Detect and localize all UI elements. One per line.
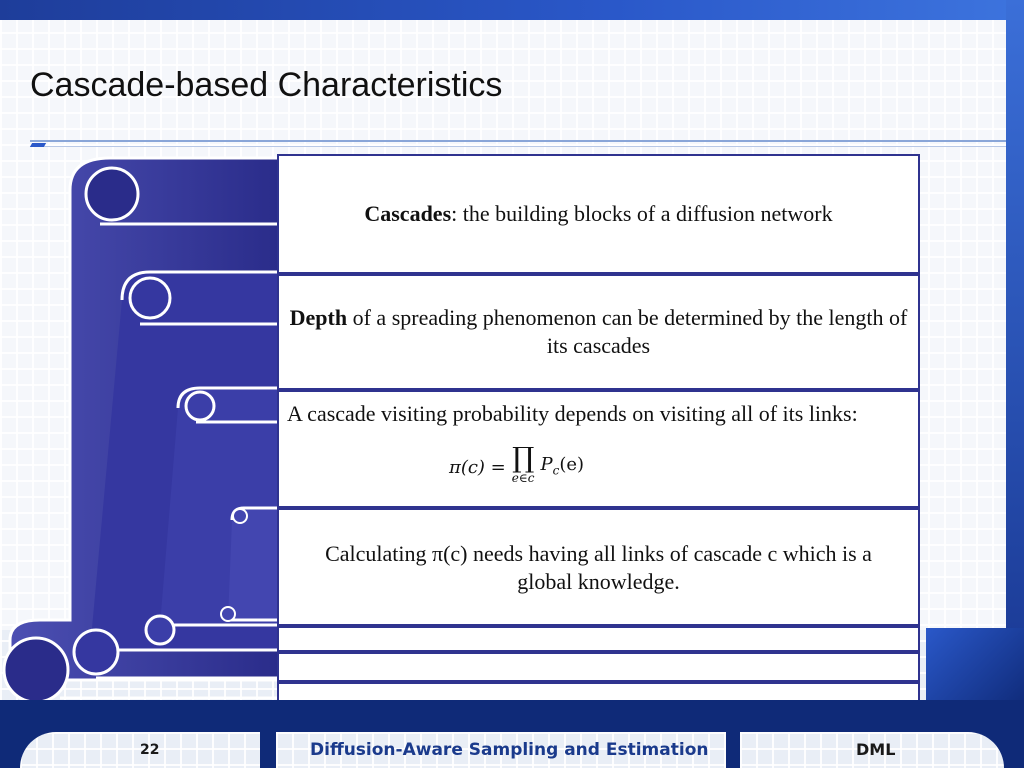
content-box-cascades: [277, 154, 920, 274]
page-number: 22: [140, 742, 160, 758]
footer-label: DML: [856, 740, 896, 759]
footer-corner-accent: [926, 628, 1024, 710]
right-banner: [1006, 0, 1024, 640]
title-underline: [30, 140, 1006, 142]
title-underline-secondary: [38, 146, 1006, 147]
term-cascades: Cascades: [364, 201, 452, 226]
term-depth: Depth: [289, 305, 348, 330]
content-box-global-knowledge: [277, 508, 920, 626]
empty-box-2: [277, 652, 920, 682]
formula-subscript: e∈c: [511, 471, 535, 485]
probability-formula: [449, 441, 585, 488]
presentation-title: Diffusion-Aware Sampling and Estimation: [310, 740, 709, 760]
depth-description: of a spreading phenomenon can be determined by the length of its cascades: [347, 305, 908, 358]
title-accent-mark: [30, 143, 46, 147]
slide-title: Cascade-based Characteristics: [30, 66, 503, 104]
top-banner: [0, 0, 1024, 20]
content-box-depth: [277, 274, 920, 390]
content-box-probability: [277, 390, 920, 508]
global-knowledge-text: Calculating π(c) needs having all links of cascade c which is a global knowledge.: [325, 541, 872, 594]
formula-rhs-end: (e): [559, 454, 585, 476]
formula-lhs: π(c) =: [449, 457, 506, 478]
formula-rhs: P: [540, 454, 553, 476]
formula-rhs-subscript: c: [552, 463, 560, 478]
empty-box-1: [277, 626, 920, 652]
product-symbol: ∏: [511, 441, 535, 474]
probability-description: A cascade visiting probability depends on visiting all of its links:: [287, 401, 858, 426]
cascades-description: : the building blocks of a diffusion network: [451, 201, 833, 226]
scroll-graphic: [0, 150, 290, 710]
